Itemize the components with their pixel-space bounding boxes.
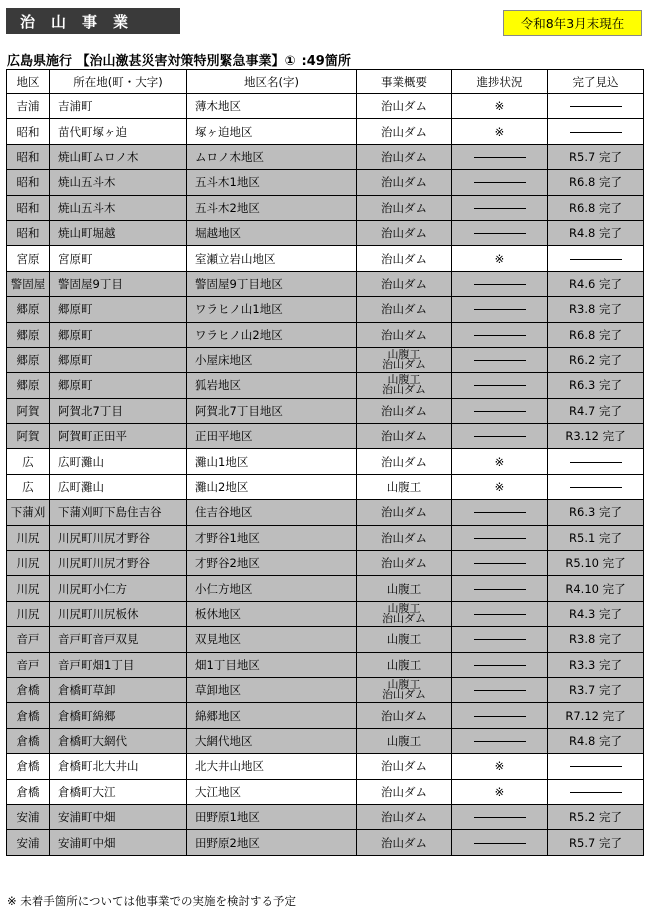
work-line: 山腹工 [387, 373, 421, 387]
table-row [7, 627, 644, 652]
cell-work: 治山ダム [357, 170, 452, 195]
cell-completion: R6.8 完了 [548, 170, 644, 195]
cell-area: 広 [7, 474, 50, 499]
cell-completion [548, 474, 644, 499]
cell-completion: R3.8 完了 [548, 297, 644, 322]
cell-completion: R5.2 完了 [548, 804, 644, 829]
table-row [7, 779, 644, 804]
cell-site: 畑1丁目地区 [187, 652, 357, 677]
cell-site: 大江地区 [187, 779, 357, 804]
work-line: 治山ダム [382, 688, 426, 702]
cell-completion: R6.3 完了 [548, 373, 644, 398]
dash-line [570, 487, 622, 488]
cell-completion: R6.8 完了 [548, 195, 644, 220]
dash-line [570, 792, 622, 793]
section-subtitle [7, 50, 351, 69]
cell-area: 倉橋 [7, 703, 50, 728]
table-header-row [7, 70, 644, 94]
table-row [7, 449, 644, 474]
table-row [7, 804, 644, 829]
table-row [7, 424, 644, 449]
cell-area: 昭和 [7, 220, 50, 245]
dash-line [570, 132, 622, 133]
cell-completion: R3.8 完了 [548, 627, 644, 652]
cell-progress [452, 170, 548, 195]
dash-line [570, 106, 622, 107]
site-count: :49箇所 [301, 54, 351, 69]
cell-location: 川尻町川尻板休 [50, 601, 187, 626]
work-line: 治山ダム [382, 383, 426, 397]
cell-site: 正田平地区 [187, 424, 357, 449]
cell-site: 小仁方地区 [187, 576, 357, 601]
cell-location: 苗代町塚ヶ迫 [50, 119, 187, 144]
table-row [7, 144, 644, 169]
cell-site: 堀越地区 [187, 220, 357, 245]
cell-work: 治山ダム [357, 830, 452, 855]
cell-site: 北大井山地区 [187, 754, 357, 779]
table-row [7, 220, 644, 245]
cell-completion: R5.10 完了 [548, 551, 644, 576]
cell-site: 狐岩地区 [187, 373, 357, 398]
table-body [7, 94, 644, 856]
dash-line [570, 462, 622, 463]
cell-work: 山腹工 [357, 627, 452, 652]
dash-line [474, 614, 526, 615]
cell-area: 郷原 [7, 322, 50, 347]
cell-site: 綿郷地区 [187, 703, 357, 728]
cell-progress [452, 424, 548, 449]
cell-progress [452, 271, 548, 296]
dash-line [474, 843, 526, 844]
table-row [7, 474, 644, 499]
cell-completion: R4.3 完了 [548, 601, 644, 626]
dash-line [474, 436, 526, 437]
column-header-completion: 完了見込 [548, 70, 644, 94]
cell-completion: R3.12 完了 [548, 424, 644, 449]
dash-line [474, 411, 526, 412]
dash-line [474, 309, 526, 310]
cell-site: 小屋床地区 [187, 347, 357, 372]
cell-location: 吉浦町 [50, 94, 187, 119]
cell-location: 音戸町畑1丁目 [50, 652, 187, 677]
cell-work: 治山ダム [357, 246, 452, 271]
cell-site: 薄木地区 [187, 94, 357, 119]
cell-location: 倉橋町大江 [50, 779, 187, 804]
cell-area: 倉橋 [7, 728, 50, 753]
cell-location: 焼山五斗木 [50, 195, 187, 220]
cell-progress [452, 804, 548, 829]
cell-progress [452, 500, 548, 525]
work-line: 治山ダム [382, 358, 426, 372]
cell-progress [452, 830, 548, 855]
dash-line [474, 665, 526, 666]
cell-site: 五斗木2地区 [187, 195, 357, 220]
cell-progress: ※ [452, 246, 548, 271]
table-row [7, 94, 644, 119]
dash-line [474, 512, 526, 513]
cell-progress [452, 627, 548, 652]
cell-location: 焼山五斗木 [50, 170, 187, 195]
cell-location: 郷原町 [50, 373, 187, 398]
cell-work: 治山ダム [357, 449, 452, 474]
table-row [7, 246, 644, 271]
cell-site: 灘山1地区 [187, 449, 357, 474]
cell-work: 治山ダム [357, 297, 452, 322]
dash-line [474, 335, 526, 336]
cell-work: 山腹工 [357, 576, 452, 601]
cell-progress [452, 551, 548, 576]
cell-area: 宮原 [7, 246, 50, 271]
dash-line [474, 157, 526, 158]
cell-area: 川尻 [7, 576, 50, 601]
cell-area: 昭和 [7, 119, 50, 144]
cell-area: 川尻 [7, 551, 50, 576]
cell-location: 安浦町中畑 [50, 804, 187, 829]
cell-completion: R3.7 完了 [548, 677, 644, 702]
cell-completion [548, 246, 644, 271]
cell-work: 治山ダム [357, 500, 452, 525]
cell-site: 阿賀北7丁目地区 [187, 398, 357, 423]
cell-area: 音戸 [7, 627, 50, 652]
cell-progress [452, 322, 548, 347]
column-header-work: 事業概要 [357, 70, 452, 94]
cell-progress [452, 144, 548, 169]
cell-location: 広町灘山 [50, 474, 187, 499]
cell-site: 灘山2地区 [187, 474, 357, 499]
cell-completion: R4.6 完了 [548, 271, 644, 296]
dash-line [474, 208, 526, 209]
cell-site: ワラヒノ山2地区 [187, 322, 357, 347]
cell-progress [452, 220, 548, 245]
cell-site: 住吉谷地区 [187, 500, 357, 525]
cell-site: 才野谷1地区 [187, 525, 357, 550]
cell-location: 安浦町中畑 [50, 830, 187, 855]
work-line: 山腹工 [387, 678, 421, 692]
cell-work: 治山ダム [357, 144, 452, 169]
cell-area: 広 [7, 449, 50, 474]
cell-work: 治山ダム [357, 220, 452, 245]
cell-progress: ※ [452, 779, 548, 804]
dash-line [474, 182, 526, 183]
cell-site: 板休地区 [187, 601, 357, 626]
cell-work: 治山ダム [357, 322, 452, 347]
cell-completion: R4.7 完了 [548, 398, 644, 423]
subtitle-text: 広島県施行 【治山激甚災害対策特別緊急事業】① [7, 54, 296, 69]
cell-area: 倉橋 [7, 754, 50, 779]
work-line: 治山ダム [382, 612, 426, 625]
cell-location: 川尻町川尻才野谷 [50, 551, 187, 576]
cell-completion [548, 94, 644, 119]
cell-location: 下蒲刈町下島住吉谷 [50, 500, 187, 525]
cell-progress [452, 601, 548, 626]
dash-line [474, 817, 526, 818]
cell-work: 治山ダム [357, 398, 452, 423]
cell-work: 治山ダム [357, 94, 452, 119]
table-row [7, 754, 644, 779]
work-line: 山腹工 [387, 348, 421, 362]
cell-completion: R3.3 完了 [548, 652, 644, 677]
table-row [7, 119, 644, 144]
cell-completion [548, 754, 644, 779]
cell-area: 吉浦 [7, 94, 50, 119]
column-header-location: 所在地(町・大字) [50, 70, 187, 94]
table-row [7, 728, 644, 753]
cell-work: 治山ダム [357, 754, 452, 779]
table-row [7, 525, 644, 550]
cell-location: 倉橋町大網代 [50, 728, 187, 753]
dash-line [474, 589, 526, 590]
cell-completion [548, 449, 644, 474]
cell-progress [452, 195, 548, 220]
cell-work [357, 347, 452, 372]
dash-line [474, 716, 526, 717]
table-row [7, 677, 644, 702]
cell-site: ワラヒノ山1地区 [187, 297, 357, 322]
cell-area: 郷原 [7, 297, 50, 322]
cell-location: 川尻町小仁方 [50, 576, 187, 601]
cell-area: 昭和 [7, 170, 50, 195]
cell-work: 治山ダム [357, 703, 452, 728]
column-header-progress: 進捗状況 [452, 70, 548, 94]
cell-completion: R5.1 完了 [548, 525, 644, 550]
cell-area: 阿賀 [7, 424, 50, 449]
cell-completion: R5.7 完了 [548, 144, 644, 169]
cell-work: 治山ダム [357, 525, 452, 550]
cell-completion: R7.12 完了 [548, 703, 644, 728]
dash-line [474, 563, 526, 564]
cell-area: 倉橋 [7, 779, 50, 804]
cell-location: 音戸町音戸双見 [50, 627, 187, 652]
cell-area: 倉橋 [7, 677, 50, 702]
cell-progress [452, 652, 548, 677]
table-row [7, 576, 644, 601]
cell-progress: ※ [452, 449, 548, 474]
cell-location: 郷原町 [50, 297, 187, 322]
cell-area: 音戸 [7, 652, 50, 677]
table-row [7, 170, 644, 195]
cell-site: 田野原1地区 [187, 804, 357, 829]
table-row [7, 652, 644, 677]
table-row [7, 703, 644, 728]
cell-completion: R4.8 完了 [548, 220, 644, 245]
cell-progress [452, 398, 548, 423]
column-header-area: 地区 [7, 70, 50, 94]
cell-work: 治山ダム [357, 119, 452, 144]
cell-site: 田野原2地区 [187, 830, 357, 855]
table-row [7, 551, 644, 576]
table-row [7, 373, 644, 398]
cell-completion: R4.10 完了 [548, 576, 644, 601]
cell-completion [548, 119, 644, 144]
cell-work: 山腹工 [357, 728, 452, 753]
cell-completion [548, 779, 644, 804]
table-row [7, 500, 644, 525]
cell-location: 倉橋町綿郷 [50, 703, 187, 728]
table-row [7, 195, 644, 220]
cell-area: 下蒲刈 [7, 500, 50, 525]
cell-work: 治山ダム [357, 195, 452, 220]
page-title: 治山事業 [6, 8, 180, 34]
cell-work: 山腹工 [357, 652, 452, 677]
cell-progress [452, 297, 548, 322]
cell-location: 広町灘山 [50, 449, 187, 474]
cell-progress: ※ [452, 119, 548, 144]
cell-area: 川尻 [7, 525, 50, 550]
cell-completion: R6.2 完了 [548, 347, 644, 372]
cell-work: 治山ダム [357, 424, 452, 449]
cell-location: 郷原町 [50, 322, 187, 347]
cell-location: 阿賀北7丁目 [50, 398, 187, 423]
dash-line [570, 766, 622, 767]
cell-site: 大網代地区 [187, 728, 357, 753]
dash-line [474, 360, 526, 361]
cell-progress: ※ [452, 94, 548, 119]
table-row [7, 297, 644, 322]
cell-site: 才野谷2地区 [187, 551, 357, 576]
cell-work [357, 373, 452, 398]
cell-progress: ※ [452, 754, 548, 779]
cell-site: 双見地区 [187, 627, 357, 652]
cell-completion: R6.8 完了 [548, 322, 644, 347]
cell-progress [452, 347, 548, 372]
dash-line [474, 741, 526, 742]
dash-line [474, 690, 526, 691]
cell-progress [452, 373, 548, 398]
cell-work: 治山ダム [357, 551, 452, 576]
cell-location: 川尻町川尻才野谷 [50, 525, 187, 550]
column-header-site: 地区名(字) [187, 70, 357, 94]
cell-area: 昭和 [7, 195, 50, 220]
cell-completion: R4.8 完了 [548, 728, 644, 753]
cell-progress [452, 576, 548, 601]
cell-site: ムロノ木地区 [187, 144, 357, 169]
dash-line [474, 538, 526, 539]
cell-work [357, 677, 452, 702]
dash-line [474, 233, 526, 234]
cell-site: 警固屋9丁目地区 [187, 271, 357, 296]
cell-progress: ※ [452, 474, 548, 499]
table-row [7, 347, 644, 372]
cell-location: 阿賀町正田平 [50, 424, 187, 449]
cell-area: 郷原 [7, 347, 50, 372]
cell-location: 郷原町 [50, 347, 187, 372]
cell-location: 宮原町 [50, 246, 187, 271]
cell-progress [452, 703, 548, 728]
dash-line [474, 284, 526, 285]
cell-completion: R6.3 完了 [548, 500, 644, 525]
cell-site: 五斗木1地区 [187, 170, 357, 195]
cell-area: 安浦 [7, 804, 50, 829]
cell-site: 塚ヶ迫地区 [187, 119, 357, 144]
table-row [7, 398, 644, 423]
cell-area: 郷原 [7, 373, 50, 398]
table-row [7, 830, 644, 855]
cell-location: 倉橋町草卸 [50, 677, 187, 702]
cell-progress [452, 525, 548, 550]
cell-site: 草卸地区 [187, 677, 357, 702]
table-row [7, 271, 644, 296]
cell-location: 焼山町堀越 [50, 220, 187, 245]
cell-work: 治山ダム [357, 779, 452, 804]
cell-location: 倉橋町北大井山 [50, 754, 187, 779]
cell-area: 川尻 [7, 601, 50, 626]
dash-line [474, 385, 526, 386]
cell-work: 治山ダム [357, 271, 452, 296]
cell-completion: R5.7 完了 [548, 830, 644, 855]
cell-work: 治山ダム [357, 804, 452, 829]
table-row [7, 601, 644, 626]
cell-work [357, 601, 452, 626]
project-table [6, 69, 644, 856]
dash-line [570, 259, 622, 260]
cell-site: 室瀬立岩山地区 [187, 246, 357, 271]
cell-progress [452, 728, 548, 753]
cell-location: 焼山町ムロノ木 [50, 144, 187, 169]
cell-area: 安浦 [7, 830, 50, 855]
cell-location: 警固屋9丁目 [50, 271, 187, 296]
cell-area: 昭和 [7, 144, 50, 169]
status-date-badge: 令和8年3月末現在 [503, 10, 642, 36]
footnote: ※ 未着手箇所については他事業での実施を検討する予定 [7, 894, 297, 908]
work-line: 山腹工 [387, 602, 421, 615]
cell-area: 阿賀 [7, 398, 50, 423]
table-row [7, 322, 644, 347]
cell-area: 警固屋 [7, 271, 50, 296]
dash-line [474, 639, 526, 640]
cell-progress [452, 677, 548, 702]
cell-work: 山腹工 [357, 474, 452, 499]
